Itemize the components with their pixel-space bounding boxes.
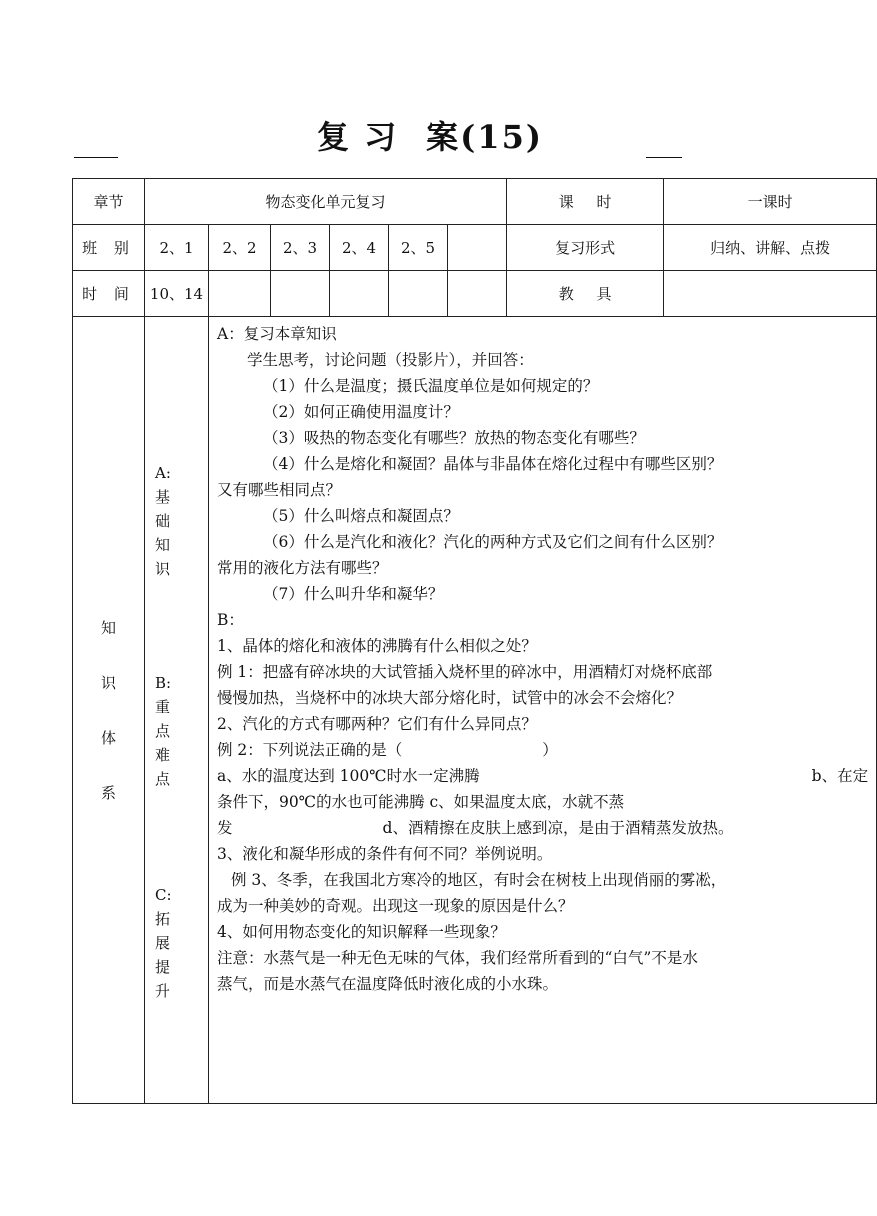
chapter-value: 物态变化单元复习 xyxy=(145,179,507,225)
class-cell: 2、1 xyxy=(145,225,209,271)
class-cell: 2、5 xyxy=(389,225,448,271)
content-line: 3、液化和凝华形成的条件有何不同？举例说明。 xyxy=(217,845,553,863)
section-line: 难 点 xyxy=(155,746,183,788)
content-line: 慢慢加热，当烧杯中的冰块大部分熔化时，试管中的冰会不会熔化？ xyxy=(217,689,683,707)
content-text: d、酒精擦在皮肤上感到凉，是由于酒精蒸发放热。 xyxy=(382,819,734,837)
time-cell xyxy=(448,271,507,317)
section-line: 知 识 xyxy=(155,536,183,578)
time-cell xyxy=(271,271,330,317)
content-line: A：复习本章知识 xyxy=(217,325,337,343)
content-line: （4）什么是熔化和凝固？晶体与非晶体在熔化过程中有哪些区别？ xyxy=(263,455,723,473)
title-rule-right xyxy=(646,157,682,158)
knowledge-char: 识 xyxy=(100,674,116,692)
content-line: （7）什么叫升华和凝华？ xyxy=(263,585,444,603)
class-cell: 2、4 xyxy=(330,225,389,271)
section-line: 基 础 xyxy=(155,488,183,530)
content-line: （1）什么是温度；摄氏温度单位是如何规定的？ xyxy=(263,377,599,395)
content-line: 4、如何用物态变化的知识解释一些现象？ xyxy=(217,923,506,941)
time-cell xyxy=(209,271,271,317)
section-b-label xyxy=(155,671,205,791)
content-line: 例 3、冬季，在我国北方寒冷的地区，有时会在树枝上出现俏丽的雾凇， xyxy=(231,871,727,889)
content-line: 常用的液化方法有哪些？ xyxy=(217,559,388,577)
content-line: 成为一种美妙的奇观。出现这一现象的原因是什么？ xyxy=(217,897,574,915)
content-text: 例 2：下列说法正确的是（ xyxy=(217,741,403,759)
chapter-label: 章节 xyxy=(73,179,145,225)
knowledge-system-label xyxy=(73,317,145,1104)
class-cell: 2、2 xyxy=(209,225,271,271)
content-line: 1、晶体的熔化和液体的沸腾有什么相似之处？ xyxy=(217,637,537,655)
period-label: 课 时 xyxy=(507,179,664,225)
content-line: 条件下，90℃的水也可能沸腾 c、如果温度太底，水就不蒸 xyxy=(217,793,625,811)
class-cell xyxy=(448,225,507,271)
time-cell: 10、14 xyxy=(145,271,209,317)
content-line: （2）如何正确使用温度计？ xyxy=(263,403,459,421)
content-line: （5）什么叫熔点和凝固点？ xyxy=(263,507,459,525)
content-line xyxy=(217,763,868,789)
time-label: 时 间 xyxy=(73,271,145,317)
tools-label: 教 具 xyxy=(507,271,664,317)
time-cell xyxy=(389,271,448,317)
content-line: （6）什么是汽化和液化？汽化的两种方式及它们之间有什么区别？ xyxy=(263,533,723,551)
form-value: 归纳、讲解、点拨 xyxy=(664,225,877,271)
class-cell: 2、3 xyxy=(271,225,330,271)
content-cell xyxy=(209,317,877,1104)
section-tag: C: xyxy=(155,886,172,904)
section-line: 拓 展 xyxy=(155,910,183,952)
class-label: 班 别 xyxy=(73,225,145,271)
content-text: a、水的温度达到 100℃时水一定沸腾 xyxy=(217,767,480,785)
content-line xyxy=(217,815,868,841)
section-labels xyxy=(145,317,209,1104)
tools-value xyxy=(664,271,877,317)
content-line: （3）吸热的物态变化有哪些？放热的物态变化有哪些？ xyxy=(263,429,645,447)
page-title xyxy=(0,112,860,158)
knowledge-char: 体 xyxy=(100,729,116,747)
form-label: 复习形式 xyxy=(507,225,664,271)
content-line: 学生思考，讨论问题（投影片），并回答： xyxy=(247,351,534,369)
section-tag: B: xyxy=(155,674,172,692)
section-a-label xyxy=(155,461,205,581)
content-text: b、在定 xyxy=(811,767,869,785)
section-line: 提 升 xyxy=(155,958,183,1000)
title-main: 复 习 xyxy=(317,118,399,156)
content-text: 发 xyxy=(217,819,233,837)
content-line: B： xyxy=(217,611,244,629)
content-line: 例 1：把盛有碎冰块的大试管插入烧杯里的碎冰中，用酒精灯对烧杯底部 xyxy=(217,663,713,681)
title-number: 案(15) xyxy=(426,118,543,156)
content-line: 又有哪些相同点？ xyxy=(217,481,342,499)
content-line xyxy=(217,737,868,763)
section-line: 重 点 xyxy=(155,698,183,740)
lesson-table xyxy=(72,178,877,1104)
time-cell xyxy=(330,271,389,317)
content-line: 2、汽化的方式有哪两种？它们有什么异同点？ xyxy=(217,715,537,733)
content-line: 注意：水蒸气是一种无色无味的气体，我们经常所看到的“白气”不是水 xyxy=(217,949,698,967)
content-text: ） xyxy=(542,741,558,759)
knowledge-char: 系 xyxy=(100,784,116,802)
section-tag: A: xyxy=(155,464,171,482)
content-line: 蒸气，而是水蒸气在温度降低时液化成的小水珠。 xyxy=(217,975,559,993)
knowledge-char: 知 xyxy=(100,619,116,637)
title-rule-left xyxy=(74,157,118,158)
period-value: 一课时 xyxy=(664,179,877,225)
section-c-label xyxy=(155,883,205,1003)
